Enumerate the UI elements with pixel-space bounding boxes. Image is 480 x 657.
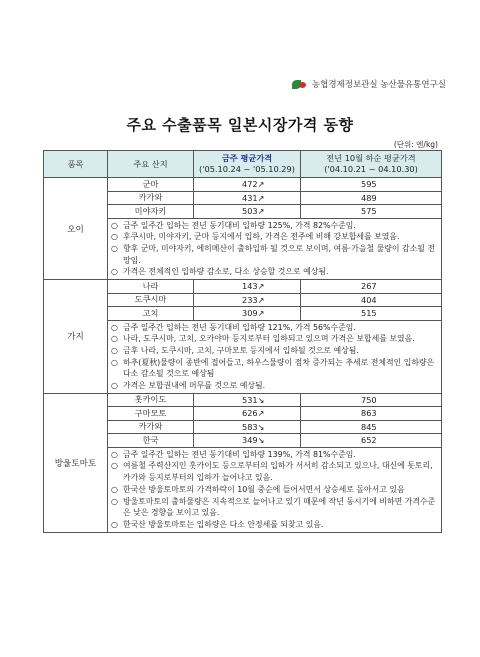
- note-item: [111, 380, 439, 392]
- note-text: 한국산 방울토마토의 가격하락이 10월 중순에 들어서면서 상승세로 돌아서고 있음: [123, 484, 405, 494]
- header-org-text: 농협경제정보관실 농산물유통연구실: [311, 80, 446, 90]
- circle-bullet-icon: ○: [111, 519, 118, 529]
- region-cell: 도쿠시마: [108, 293, 194, 307]
- region-cell: 카가와: [108, 191, 194, 205]
- previous-price-cell: 750: [301, 393, 442, 407]
- circle-bullet-icon: ○: [111, 220, 118, 230]
- current-price-cell: 349↘: [194, 434, 301, 448]
- product-cell: 오이: [44, 178, 108, 280]
- previous-price-cell: 489: [301, 191, 442, 205]
- note-item: [111, 345, 439, 357]
- circle-bullet-icon: ○: [111, 461, 118, 471]
- note-item: [111, 322, 439, 334]
- notes-cell: [108, 447, 442, 532]
- note-item: [111, 357, 439, 380]
- current-price-cell: 472↗: [194, 178, 301, 192]
- circle-bullet-icon: ○: [111, 345, 118, 355]
- table-row: [44, 178, 442, 192]
- product-cell: 방울토마토: [44, 393, 108, 532]
- note-item: [111, 519, 439, 531]
- current-price-cell: 531↘: [194, 393, 301, 407]
- current-price-cell: 583↘: [194, 420, 301, 434]
- note-item: [111, 231, 439, 243]
- note-text: 후쿠시마, 미야자키, 군마 등지에서 입하, 가격은 전주에 비해 강보합세를 보였음.: [123, 232, 400, 242]
- circle-bullet-icon: ○: [111, 267, 118, 277]
- note-text: 금주 일주간 입하는 전년 동기대비 입하량 125%, 가격 82%수준임.: [123, 220, 356, 230]
- note-text: 여름철 주력산지인 홋카이도 등으로부터의 입하가 서서히 감소되고 있으나, 대신에 돗토리, 카가와 등지로부터의 입하가 늘어나고 있음.: [123, 461, 433, 483]
- region-cell: 구마모토: [108, 407, 194, 421]
- header-current: [194, 151, 301, 178]
- nh-logo-icon: [292, 80, 308, 89]
- header-current-period: ('05.10.24 ~ '05.10.29): [199, 164, 295, 174]
- note-text: 한국산 방울토마토는 입하량은 다소 안정세를 되찾고 있음.: [123, 519, 324, 529]
- region-cell: 미야자키: [108, 205, 194, 219]
- current-price-cell: 626↗: [194, 407, 301, 421]
- table-body: [44, 178, 442, 533]
- previous-price-cell: 575: [301, 205, 442, 219]
- previous-price-cell: 652: [301, 434, 442, 448]
- note-text: 방울토마토의 출하물량은 지속적으로 늘어나고 있기 때문에 작년 동시기에 비하면 가격수준은 낮은 경향을 보이고 있음.: [123, 496, 436, 518]
- previous-price-cell: 515: [301, 307, 442, 321]
- unit-label: (단위: 엔/kg): [393, 140, 438, 149]
- note-text: 나라, 도쿠시마, 고치, 오카야마 등지로부터 입하되고 있으며 가격은 보합세를 보였음.: [123, 334, 415, 344]
- header-region: 주요 산지: [108, 151, 194, 178]
- region-cell: 군마: [108, 178, 194, 192]
- table-header-row: [44, 151, 442, 178]
- circle-bullet-icon: ○: [111, 334, 118, 344]
- circle-bullet-icon: ○: [111, 322, 118, 332]
- current-price-cell: 143↗: [194, 280, 301, 294]
- circle-bullet-icon: ○: [111, 496, 118, 506]
- table-row: [44, 280, 442, 294]
- note-text: 가격은 전체적인 입하량 감소로, 다소 상승할 것으로 예상됨.: [123, 267, 329, 277]
- header-previous: [301, 151, 442, 178]
- note-item: [111, 266, 439, 278]
- note-item: [111, 333, 439, 345]
- header-product: 품목: [44, 151, 108, 178]
- region-cell: 한국: [108, 434, 194, 448]
- note-text: 금후 나라, 도쿠시마, 고치, 구마모토 등지에서 입하될 것으로 예상됨.: [123, 345, 359, 355]
- note-item: [111, 460, 439, 483]
- circle-bullet-icon: ○: [111, 232, 118, 242]
- region-cell: 홋카이도: [108, 393, 194, 407]
- previous-price-cell: 267: [301, 280, 442, 294]
- note-item: [111, 484, 439, 496]
- previous-price-cell: 863: [301, 407, 442, 421]
- note-text: 향후 군마, 미야자키, 에히메산이 출하입하 될 것으로 보이며, 여름·가을철 물량이 감소될 전망임.: [123, 243, 436, 265]
- current-price-cell: 503↗: [194, 205, 301, 219]
- note-text: 가격은 보합권내에 머무를 것으로 예상됨.: [123, 381, 266, 391]
- note-item: [111, 220, 439, 232]
- note-item: [111, 449, 439, 461]
- circle-bullet-icon: ○: [111, 357, 118, 367]
- header-current-label: 금주 평균가격: [221, 153, 273, 163]
- note-text: 하추(夏秋)물량이 종반에 접어들고, 하우스물량이 점차 증가되는 추세로 전체적인 입하량은 다소 감소될 것으로 예상됨: [123, 357, 435, 379]
- notes-cell: [108, 320, 442, 393]
- notes-cell: [108, 218, 442, 280]
- current-price-cell: 309↗: [194, 307, 301, 321]
- current-price-cell: 431↗: [194, 191, 301, 205]
- note-text: 금주 일주간 입하는 전년 동기대비 입하량 121%, 가격 56%수준임.: [123, 322, 356, 332]
- circle-bullet-icon: ○: [111, 243, 118, 253]
- region-cell: 카가와: [108, 420, 194, 434]
- circle-bullet-icon: ○: [111, 449, 118, 459]
- header-previous-period: ('04.10.21 ~ 04.10.30): [324, 164, 418, 174]
- note-item: [111, 496, 439, 519]
- table-row: [44, 393, 442, 407]
- circle-bullet-icon: ○: [111, 484, 118, 494]
- header-org: [292, 78, 446, 90]
- current-price-cell: 233↗: [194, 293, 301, 307]
- previous-price-cell: 404: [301, 293, 442, 307]
- page-title: 주요 수출품목 일본시장가격 동향: [126, 116, 354, 134]
- circle-bullet-icon: ○: [111, 381, 118, 391]
- price-table: [43, 150, 442, 533]
- product-cell: 가지: [44, 280, 108, 394]
- previous-price-cell: 845: [301, 420, 442, 434]
- note-text: 금주 일주간 입하는 전년 동기대비 입하량 139%, 가격 81%수준임.: [123, 449, 356, 459]
- header-previous-label: 전년 10월 하순 평균가격: [326, 153, 416, 163]
- region-cell: 나라: [108, 280, 194, 294]
- note-item: [111, 243, 439, 266]
- previous-price-cell: 595: [301, 178, 442, 192]
- region-cell: 고치: [108, 307, 194, 321]
